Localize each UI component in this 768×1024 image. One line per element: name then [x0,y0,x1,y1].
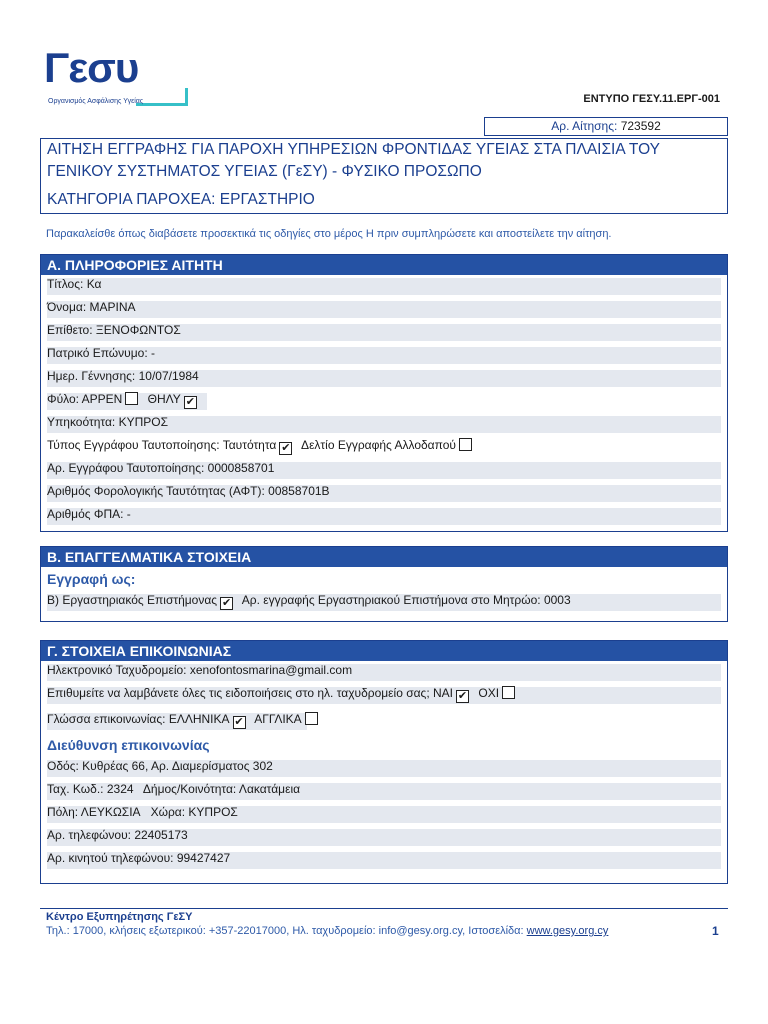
section-applicant-info [40,254,728,532]
alien-registration-checkbox[interactable] [459,438,472,451]
section-professional-info [40,546,728,622]
field-email-notifications: Επιθυμείτε να λαμβάνετε όλες τις ειδοποιήσεις στο ηλ. ταχυδρομείο σας; ΝΑΙ ✔ ΟΧΙ [41,684,727,707]
field-mobile: Αρ. κινητού τηλεφώνου: 99427427 [41,849,727,872]
lab-scientist-checkbox[interactable]: ✔ [221,597,232,609]
contact-address-subheading: Διεύθυνση επικοινωνίας [47,737,210,753]
form-title-box [40,138,728,214]
section-contact-info [40,640,728,884]
gesy-logo [44,44,174,110]
logo-bracket-shape [136,88,188,106]
english-checkbox[interactable] [305,712,318,725]
footer-title: Κέντρο Εξυπηρέτησης ΓεΣΥ [46,911,193,923]
logo-subtitle: Οργανισμός Ασφάλισης Υγείας [48,98,144,105]
female-checkbox[interactable]: ✔ [185,396,195,408]
provider-category: ΚΑΤΗΓΟΡΙΑ ΠΑΡΟΧΕΑ: ΕΡΓΑΣΤΗΡΙΟ [47,191,315,208]
section-b-heading: Β. ΕΠΑΓΓΕΛΜΑΤΙΚΑ ΣΤΟΙΧΕΙΑ [41,547,727,567]
field-title: Τίτλος: Κα [41,275,727,298]
form-code: ΕΝΤΥΠΟ ΓΕΣΥ.11.ΕΡΓ-001 [583,93,720,105]
field-lab-scientist: Β) Εργαστηριακός Επιστήμονας ✔ Αρ. εγγραφής Εργαστηριακού Επιστήμονα στο Μητρώο: 0003 [41,591,727,614]
application-number-value: 723592 [620,119,661,133]
field-id-number: Αρ. Εγγράφου Ταυτοποίησης: 0000858701 [41,459,727,482]
footer-divider [40,908,728,909]
field-first-name: Όνομα: ΜΑΡΙΝΑ [41,298,727,321]
instructions-text: Παρακαλείσθε όπως διαβάσετε προσεκτικά τις οδηγίες στο μέρος Η πριν συμπληρώσετε και αποστείλετε την αίτηση. [46,228,612,240]
field-language: Γλώσσα επικοινωνίας: ΕΛΛΗΝΙΚΑ ✔ ΑΓΓΛΙΚΑ [41,710,727,733]
application-number-box [484,117,728,136]
form-title-line-2: ΓΕΝΙΚΟΥ ΣΥΣΤΗΜΑΤΟΣ ΥΓΕΙΑΣ (ΓεΣΥ) - ΦΥΣΙΚΟ ΠΡΟΣΩΠΟ [47,163,482,180]
field-street: Οδός: Κυθρέας 66, Αρ. Διαμερίσματος 302 [41,757,727,780]
male-checkbox[interactable] [125,392,138,405]
id-card-checkbox[interactable]: ✔ [281,442,291,454]
footer-info-text: Τηλ.: 17000, κλήσεις εξωτερικού: +357-22017000, Ηλ. ταχυδρομείο: info@gesy.org.cy, Ιστοσελίδα: [46,925,527,937]
field-id-type: Τύπος Εγγράφου Ταυτοποίησης: Ταυτότητα ✔ Δελτίο Εγγραφής Αλλοδαπού [41,436,727,459]
logo-text: Γεσυ [44,44,139,91]
field-city-country: Πόλη: ΛΕΥΚΩΣΙΑ Χώρα: ΚΥΠΡΟΣ [41,803,727,826]
field-postcode-municipality: Ταχ. Κωδ.: 2324 Δήμος/Κοινότητα: Λακατάμεια [41,780,727,803]
section-c-heading: Γ. ΣΤΟΙΧΕΙΑ ΕΠΙΚΟΙΝΩΝΙΑΣ [41,641,727,661]
footer-contact-info [46,925,608,937]
notify-no-checkbox[interactable] [502,686,515,699]
field-surname: Επίθετο: ΞΕΝΟΦΩΝΤΟΣ [41,321,727,344]
field-birth-date: Ημερ. Γέννησης: 10/07/1984 [41,367,727,390]
greek-checkbox[interactable]: ✔ [234,716,244,728]
field-tax-id: Αριθμός Φορολογικής Ταυτότητας (ΑΦΤ): 00858701B [41,482,727,505]
notify-yes-checkbox[interactable]: ✔ [457,690,468,702]
page-number: 1 [712,924,719,938]
field-nationality: Υπηκοότητα: ΚΥΠΡΟΣ [41,413,727,436]
registration-as-subheading: Εγγραφή ως: [47,571,136,587]
field-phone: Αρ. τηλεφώνου: 22405173 [41,826,727,849]
field-vat-number: Αριθμός ΦΠΑ: - [41,505,727,528]
field-paternal-surname: Πατρικό Επώνυμο: - [41,344,727,367]
application-number-label: Αρ. Αίτησης: [551,119,618,133]
section-a-heading: Α. ΠΛΗΡΟΦΟΡΙΕΣ ΑΙΤΗΤΗ [41,255,727,275]
field-email: Ηλεκτρονικό Ταχυδρομείο: xenofontosmarina@gmail.com [41,661,727,684]
website-link[interactable]: www.gesy.org.cy [526,925,609,937]
form-title-line-1: ΑΙΤΗΣΗ ΕΓΓΡΑΦΗΣ ΓΙΑ ΠΑΡΟΧΗ ΥΠΗΡΕΣΙΩΝ ΦΡΟΝΤΙΔΑΣ ΥΓΕΙΑΣ ΣΤΑ ΠΛΑΙΣΙΑ ΤΟΥ [47,141,660,158]
field-gender: Φύλο: ΑΡΡΕΝ ΘΗΛΥ ✔ [41,390,727,413]
